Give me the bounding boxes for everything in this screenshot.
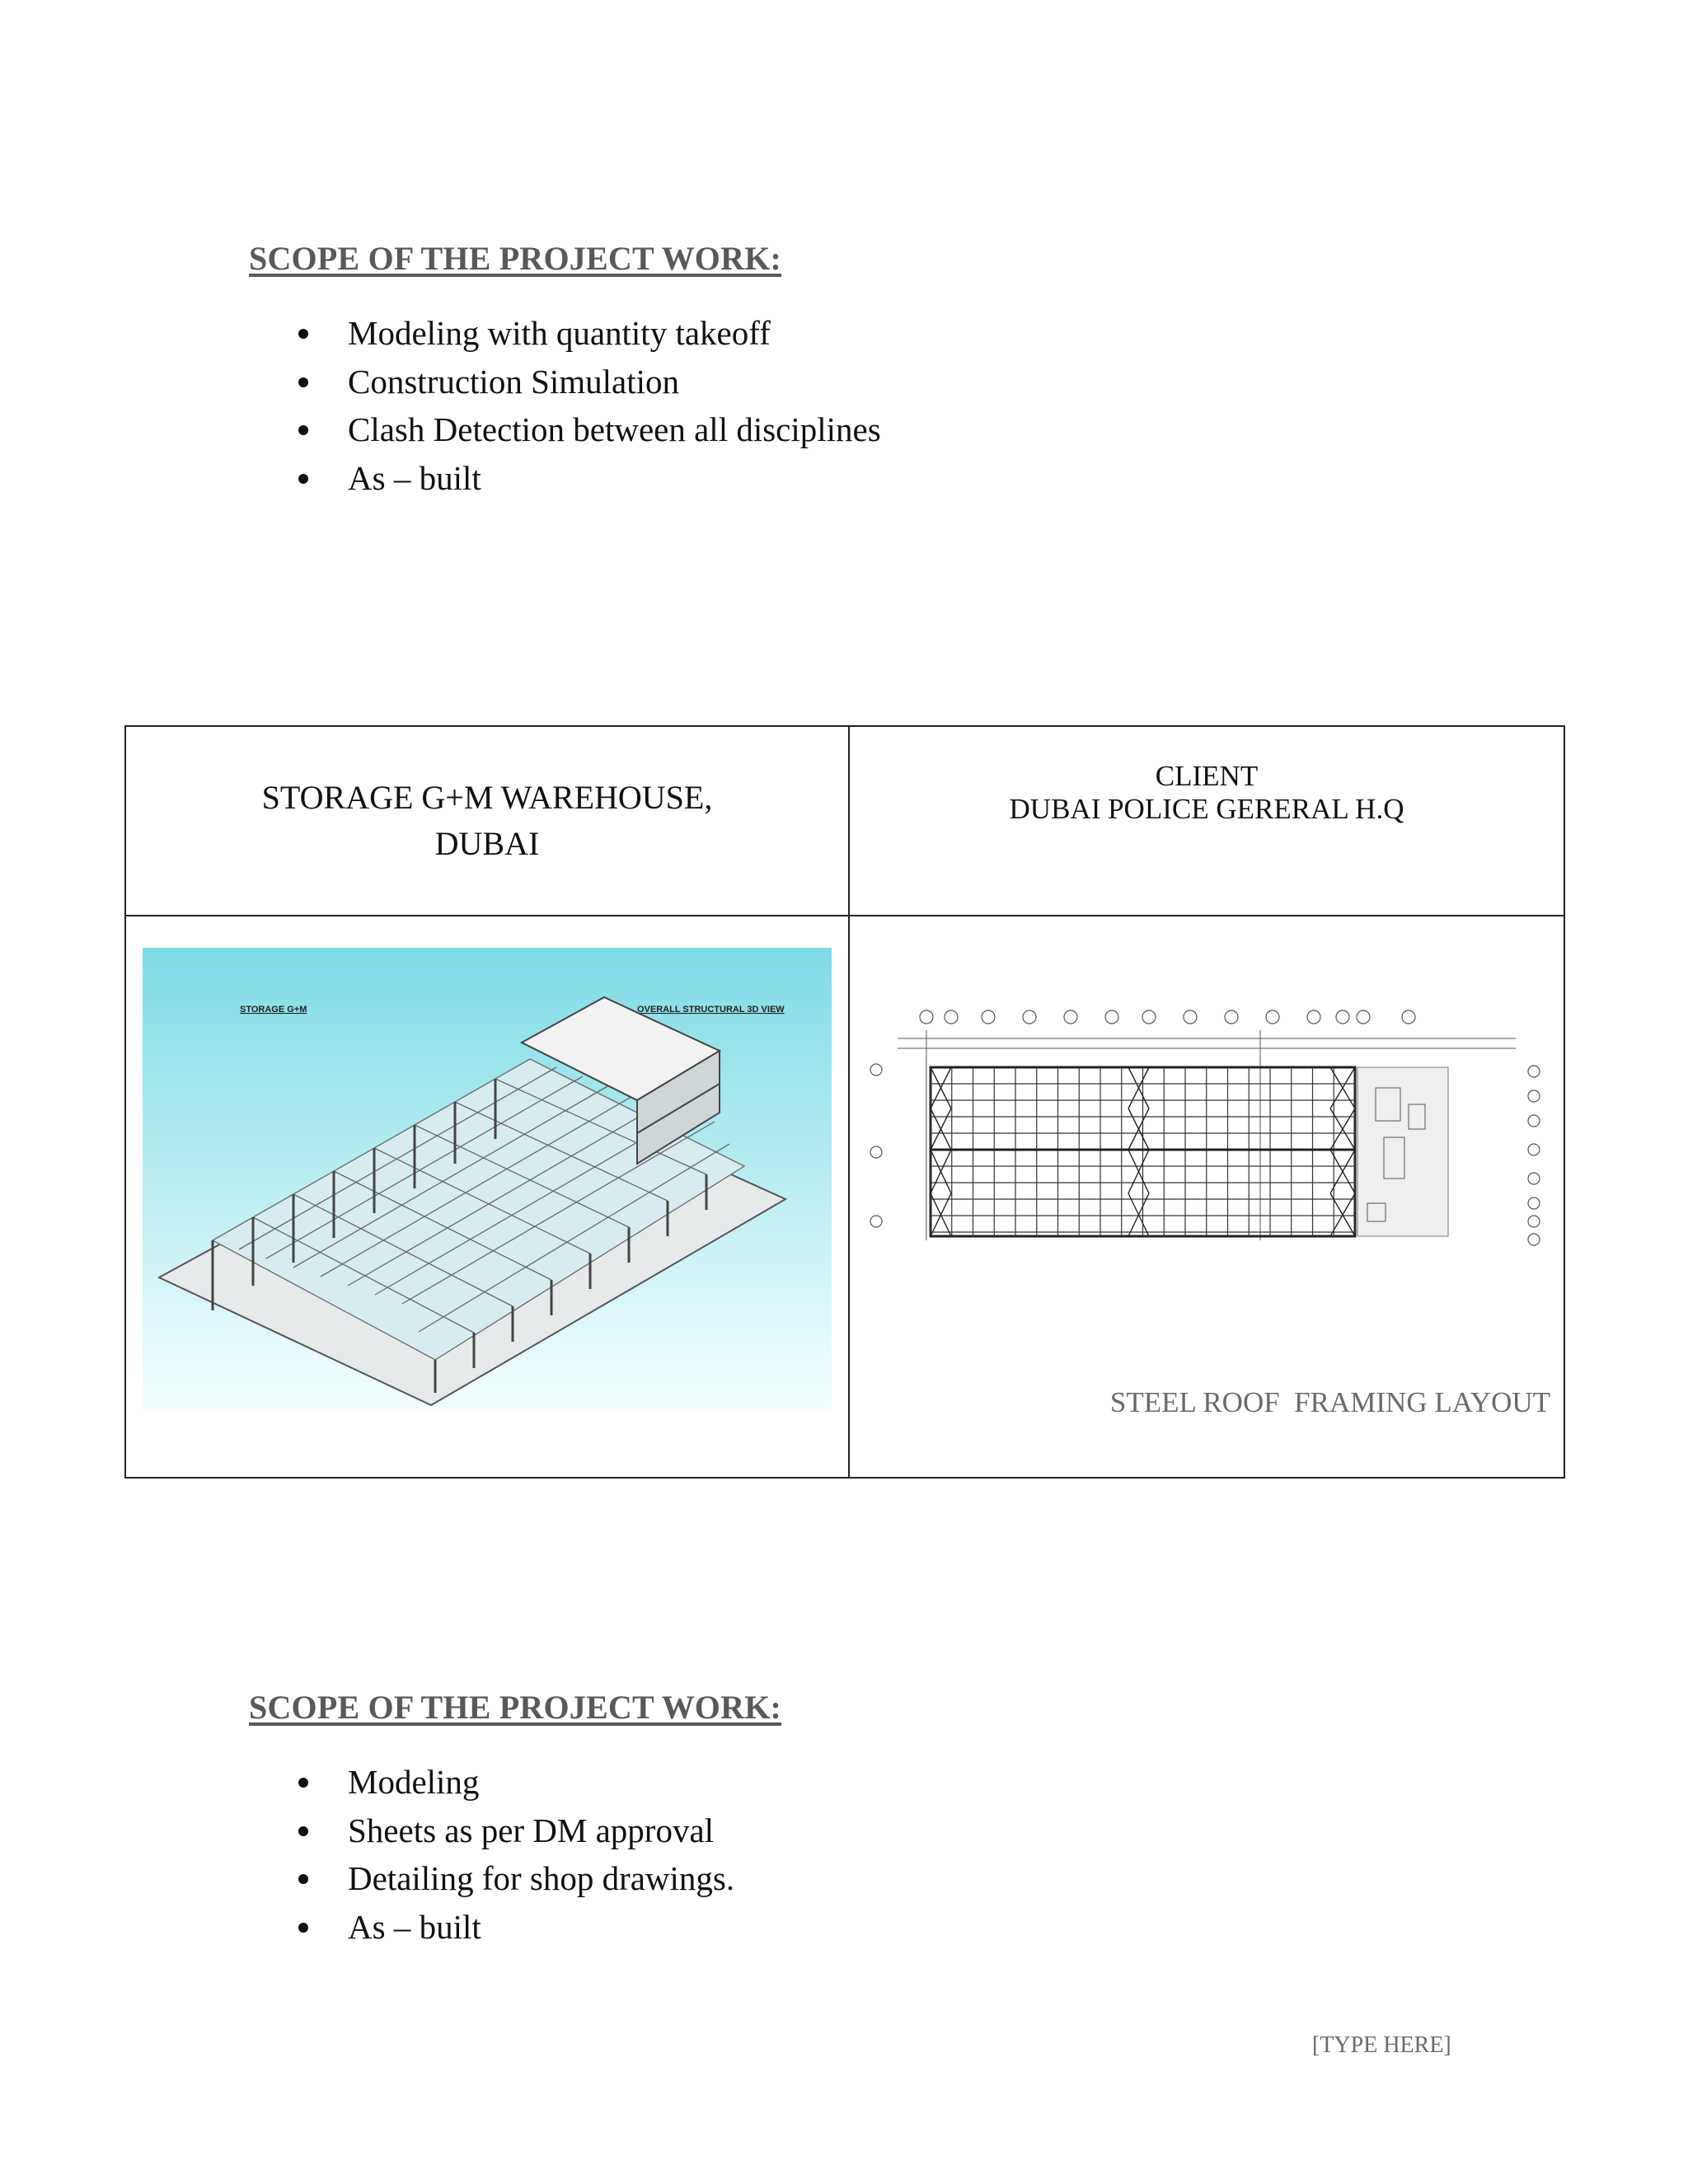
list-item: Sheets as per DM approval — [297, 1807, 734, 1855]
list-item: Detailing for shop drawings. — [297, 1854, 734, 1903]
list-item: Modeling with quantity takeoff — [297, 309, 881, 358]
scope-list-2 — [297, 1758, 734, 1951]
list-item: As – built — [297, 454, 881, 503]
project-table — [124, 725, 1565, 1479]
project-title-line1: STORAGE G+M WAREHOUSE, — [261, 779, 713, 816]
roof-framing-plan-image — [865, 1005, 1552, 1253]
project-title-line2: DUBAI — [434, 825, 540, 862]
scope-list-1 — [297, 309, 881, 502]
table-divider-horizontal — [126, 915, 1564, 916]
project-title-cell — [126, 727, 848, 915]
scope-heading-2: SCOPE OF THE PROJECT WORK: — [249, 1689, 782, 1726]
plan-caption: STEEL ROOF FRAMING LAYOUT — [1109, 1386, 1550, 1418]
image-label-right: OVERALL STRUCTURAL 3D VIEW — [637, 1005, 785, 1015]
client-label: CLIENT — [1155, 760, 1259, 792]
footer-placeholder: [TYPE HERE] — [1312, 2032, 1451, 2058]
image-label-left: STORAGE G+M — [240, 1005, 307, 1015]
list-item: Clash Detection between all disciplines — [297, 405, 881, 454]
scope-heading-1: SCOPE OF THE PROJECT WORK: — [249, 240, 782, 277]
plan-grid — [931, 1067, 1355, 1236]
client-cell — [850, 760, 1564, 826]
list-item: Modeling — [297, 1758, 734, 1807]
structural-3d-view-image — [143, 948, 832, 1409]
list-item: As – built — [297, 1903, 734, 1952]
client-name: DUBAI POLICE GERERAL H.Q — [1009, 793, 1404, 825]
list-item: Construction Simulation — [297, 358, 881, 406]
table-divider-vertical — [848, 727, 850, 1477]
